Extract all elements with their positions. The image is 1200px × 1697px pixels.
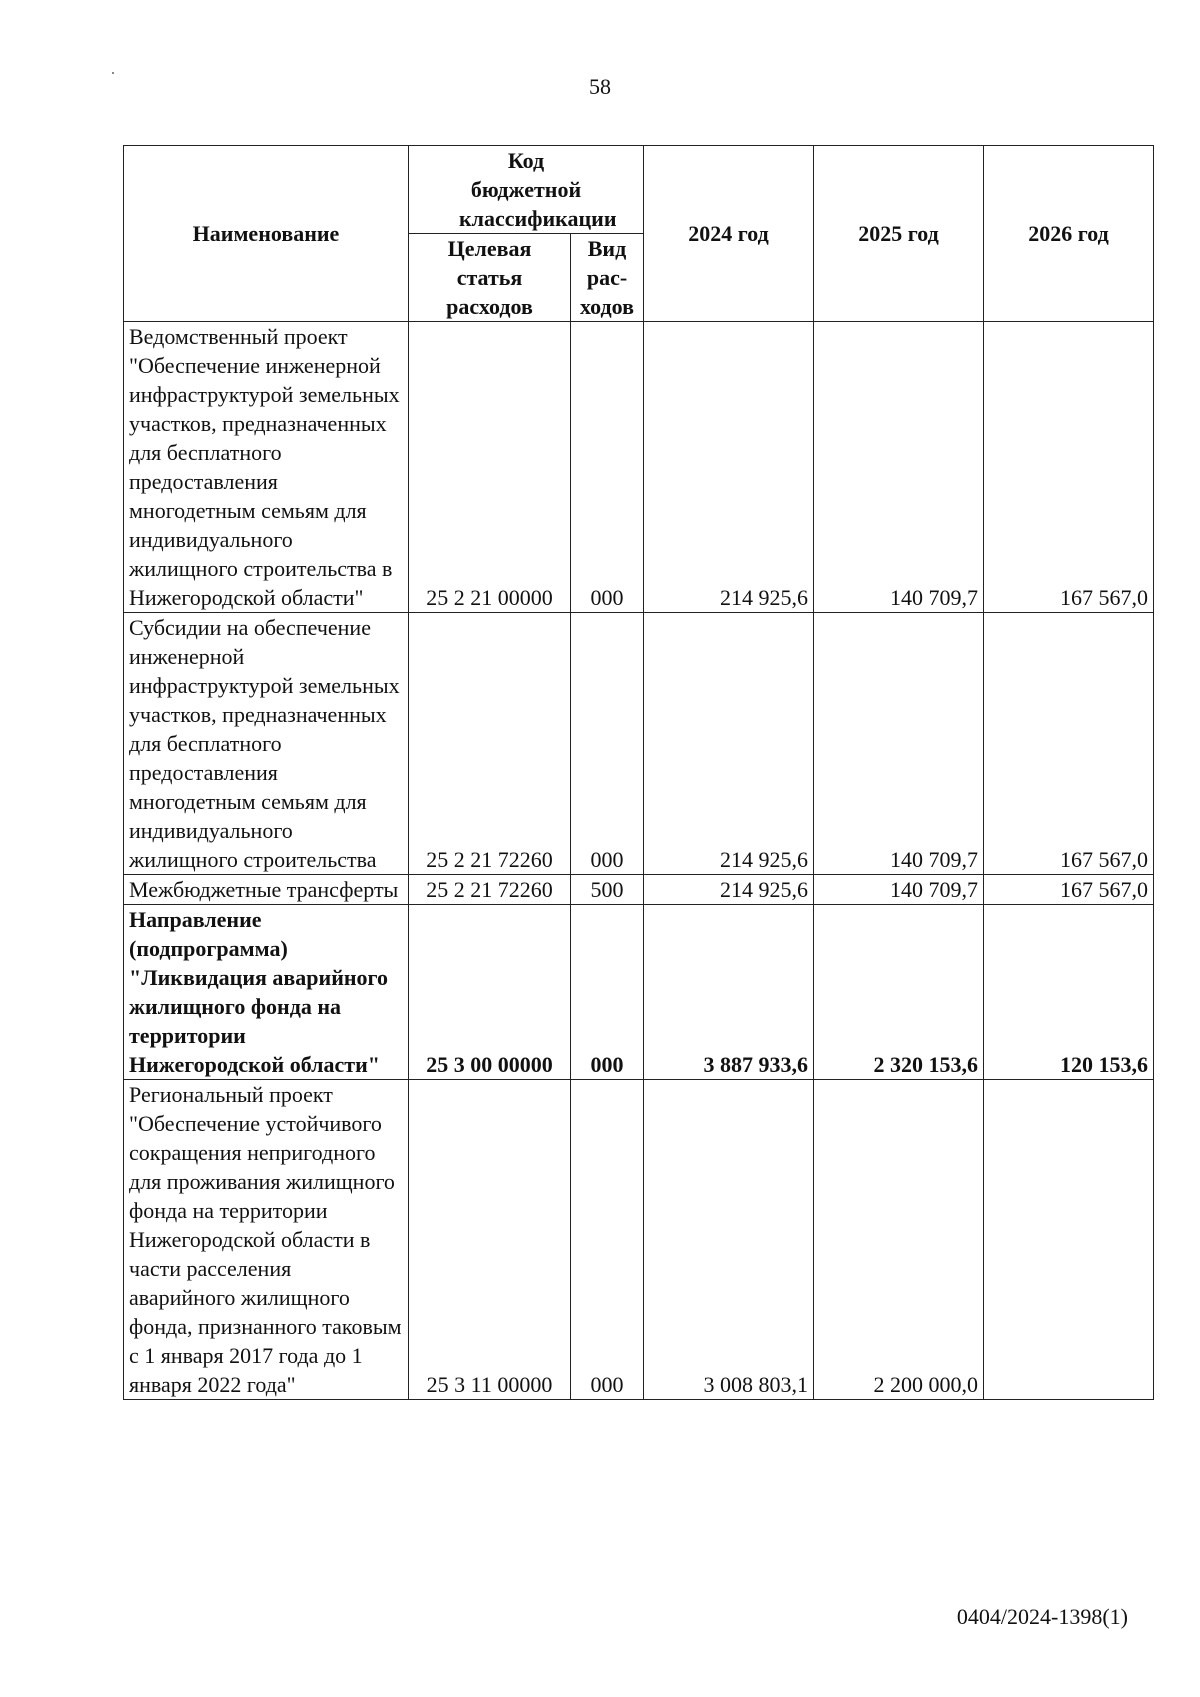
- row-target-article: 25 3 00 00000: [409, 905, 571, 1080]
- row-value-2024: 214 925,6: [644, 875, 814, 905]
- row-target-article: 25 2 21 72260: [409, 875, 571, 905]
- row-value-2026: 120 153,6: [984, 905, 1154, 1080]
- table-header: [124, 146, 1154, 322]
- row-name: Субсидии на обеспечение инженерной инфраструктурой земельных участков, предназначенных для бесплатного предоставления многодетным семьям для индивидуального жилищного строительства: [124, 613, 409, 875]
- page-number: 58: [589, 74, 611, 99]
- row-value-2026: [984, 1080, 1154, 1400]
- row-value-2025: 140 709,7: [814, 322, 984, 613]
- row-value-2026: 167 567,0: [984, 875, 1154, 905]
- document-code: 0404/2024-1398(1): [956, 1604, 1128, 1629]
- header-year-2025: 2025 год: [814, 146, 984, 322]
- row-target-article: 25 3 11 00000: [409, 1080, 571, 1400]
- row-value-2024: 3 887 933,6: [644, 905, 814, 1080]
- header-name: Наименование: [124, 146, 409, 322]
- row-value-2025: 140 709,7: [814, 613, 984, 875]
- table-row: [124, 875, 1154, 905]
- table-row: [124, 613, 1154, 875]
- row-value-2024: 214 925,6: [644, 322, 814, 613]
- row-name: Ведомственный проект "Обеспечение инженерной инфраструктурой земельных участков, предназначенных для бесплатного предоставления многодетным семьям для индивидуального жилищного строительства в Нижегородской области": [124, 322, 409, 613]
- row-value-2025: 2 200 000,0: [814, 1080, 984, 1400]
- row-value-2026: 167 567,0: [984, 613, 1154, 875]
- header-budget-code: Код бюджетной классификации: [409, 146, 644, 234]
- row-target-article: 25 2 21 00000: [409, 322, 571, 613]
- table-row: [124, 1080, 1154, 1400]
- row-value-2025: 2 320 153,6: [814, 905, 984, 1080]
- table-body: [124, 322, 1154, 1400]
- row-target-article: 25 2 21 72260: [409, 613, 571, 875]
- row-name: Межбюджетные трансферты: [124, 875, 409, 905]
- header-target-article: Целевая статья расходов: [409, 234, 571, 322]
- row-value-2024: 3 008 803,1: [644, 1080, 814, 1400]
- row-expense-kind: 000: [571, 322, 644, 613]
- row-name: Направление (подпрограмма) "Ликвидация аварийного жилищного фонда на территории Нижегородской области": [124, 905, 409, 1080]
- row-value-2026: 167 567,0: [984, 322, 1154, 613]
- row-value-2024: 214 925,6: [644, 613, 814, 875]
- row-expense-kind: 500: [571, 875, 644, 905]
- header-year-2024: 2024 год: [644, 146, 814, 322]
- header-expense-kind: Вид рас-ходов: [571, 234, 644, 322]
- table-row: [124, 322, 1154, 613]
- row-value-2025: 140 709,7: [814, 875, 984, 905]
- table-row: [124, 905, 1154, 1080]
- row-expense-kind: 000: [571, 1080, 644, 1400]
- row-name: Региональный проект "Обеспечение устойчивого сокращения непригодного для проживания жилищного фонда на территории Нижегородской области в части расселения аварийного жилищного фонда, признанного таковым с 1 января 2017 года до 1 января 2022 года": [124, 1080, 409, 1400]
- header-year-2026: 2026 год: [984, 146, 1154, 322]
- row-expense-kind: 000: [571, 613, 644, 875]
- row-expense-kind: 000: [571, 905, 644, 1080]
- budget-table: [123, 145, 1154, 1400]
